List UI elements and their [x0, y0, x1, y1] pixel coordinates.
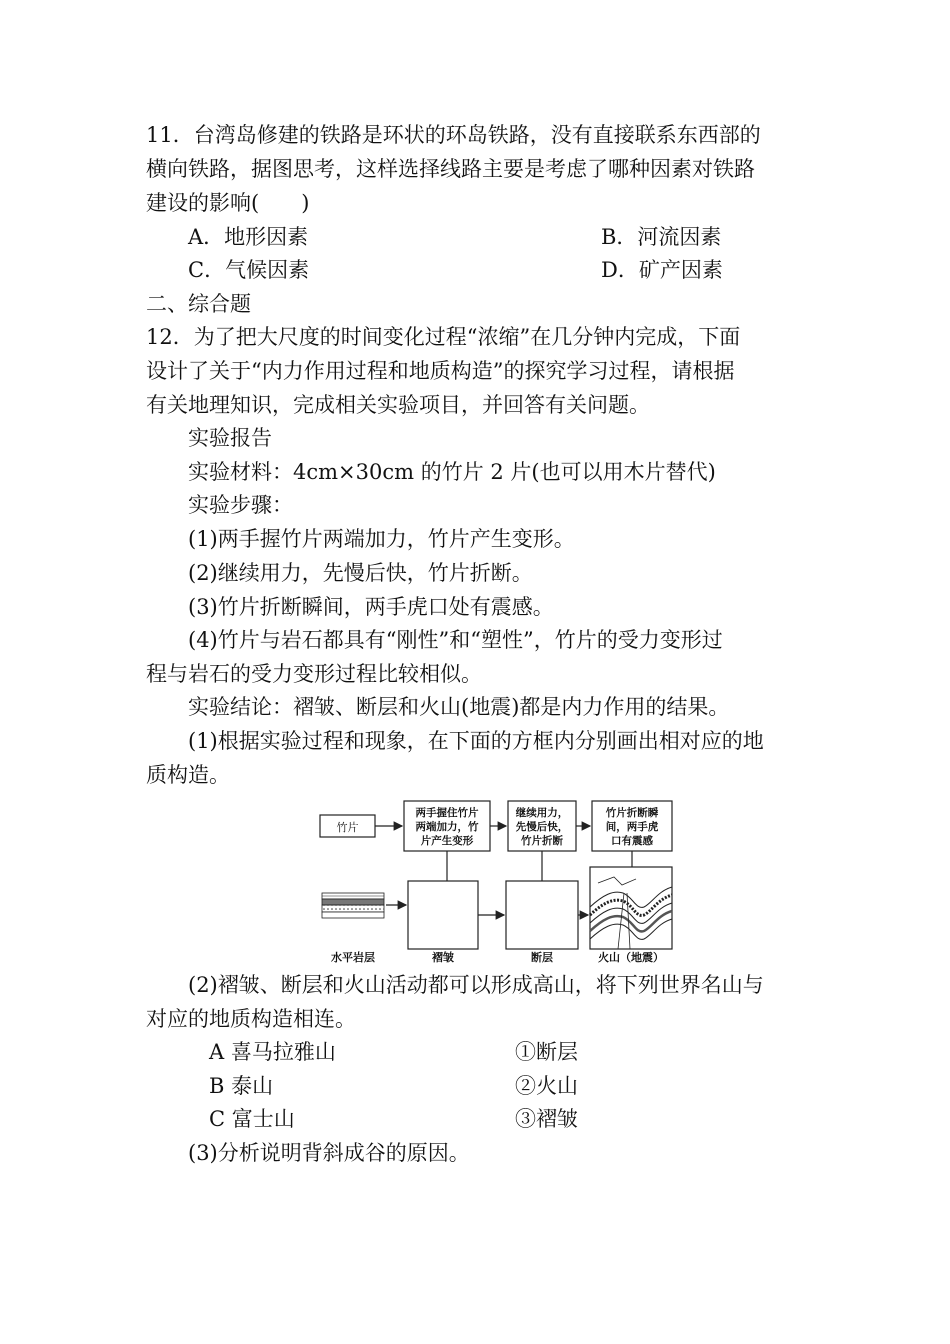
label-fold: 褶皱: [432, 951, 454, 964]
mountain-b: B 泰山: [209, 1074, 274, 1098]
process-box-1-line3: 片产生变形: [420, 835, 474, 847]
sub2-line2: 对应的地质构造相连。: [146, 1007, 356, 1031]
structure-1: ①断层: [515, 1040, 578, 1064]
sub1-line2: 质构造。: [146, 763, 230, 787]
volcano-illustration: [590, 867, 672, 949]
step-2: (2)继续用力，先慢后快，竹片折断。: [188, 561, 533, 585]
step-3: (3)竹片折断瞬间，两手虎口处有震感。: [188, 595, 554, 619]
q11-option-b: B．河流因素: [601, 225, 722, 249]
q12-line3: 有关地理知识，完成相关实验项目，并回答有关问题。: [146, 393, 650, 417]
process-box-2-line1: 继续用力，: [515, 807, 569, 819]
process-box-3-line2: 间，两手虎: [605, 821, 659, 833]
process-box-2-line3: 竹片折断: [521, 835, 563, 847]
sub2-line1: (2)褶皱、断层和火山活动都可以形成高山，将下列世界名山与: [188, 973, 764, 997]
process-box-1-line1: 两手握住竹片: [415, 807, 479, 819]
step-1: (1)两手握竹片两端加力，竹片产生变形。: [188, 527, 575, 551]
q11-option-c: C．气候因素: [188, 258, 310, 282]
structure-3: ③褶皱: [515, 1107, 578, 1131]
fold-answer-box: [408, 881, 478, 949]
step-4-line2: 程与岩石的受力变形过程比较相似。: [146, 662, 482, 686]
q12-line1: 12．为了把大尺度的时间变化过程“浓缩”在几分钟内完成，下面: [146, 325, 741, 349]
mountain-c: C 富士山: [209, 1107, 295, 1131]
report-title: 实验报告: [188, 426, 272, 450]
step-4-line1: (4)竹片与岩石都具有“刚性”和“塑性”，竹片的受力变形过: [188, 628, 723, 652]
q11-option-a: A．地形因素: [188, 225, 309, 249]
experiment-diagram: [318, 795, 678, 965]
conclusion: 实验结论：褶皱、断层和火山(地震)都是内力作用的结果。: [188, 695, 730, 719]
start-label: 竹片: [336, 821, 359, 834]
section-heading: 二、综合题: [146, 292, 251, 316]
horizontal-strata-illustration: [322, 893, 384, 918]
process-box-3-line3: 口有震感: [611, 835, 653, 847]
q11-line1: 11．台湾岛修建的铁路是环状的环岛铁路，没有直接联系东西部的: [146, 123, 761, 147]
sub3: (3)分析说明背斜成谷的原因。: [188, 1141, 470, 1165]
mountain-a: A 喜马拉雅山: [209, 1040, 336, 1064]
q12-line2: 设计了关于“内力作用过程和地质构造”的探究学习过程，请根据: [146, 359, 735, 383]
steps-title: 实验步骤：: [188, 493, 293, 517]
q11-line3: 建设的影响( ): [146, 191, 310, 215]
materials: 实验材料：4cm×30cm 的竹片 2 片(也可以用木片替代): [188, 460, 716, 484]
process-box-1-line2: 两端加力，竹: [415, 821, 479, 833]
q11-option-d: D．矿产因素: [601, 258, 723, 282]
structure-2: ②火山: [515, 1074, 578, 1098]
label-volcano: 火山（地震）: [598, 951, 664, 964]
label-horizontal-strata: 水平岩层: [331, 951, 375, 964]
sub1-line1: (1)根据实验过程和现象，在下面的方框内分别画出相对应的地: [188, 729, 764, 753]
process-box-3-line1: 竹片折断瞬: [605, 807, 659, 819]
process-box-2-line2: 先慢后快，: [515, 821, 569, 833]
fault-answer-box: [506, 881, 578, 949]
q11-line2: 横向铁路，据图思考，这样选择线路主要是考虑了哪种因素对铁路: [146, 157, 755, 181]
label-fault: 断层: [531, 951, 553, 964]
